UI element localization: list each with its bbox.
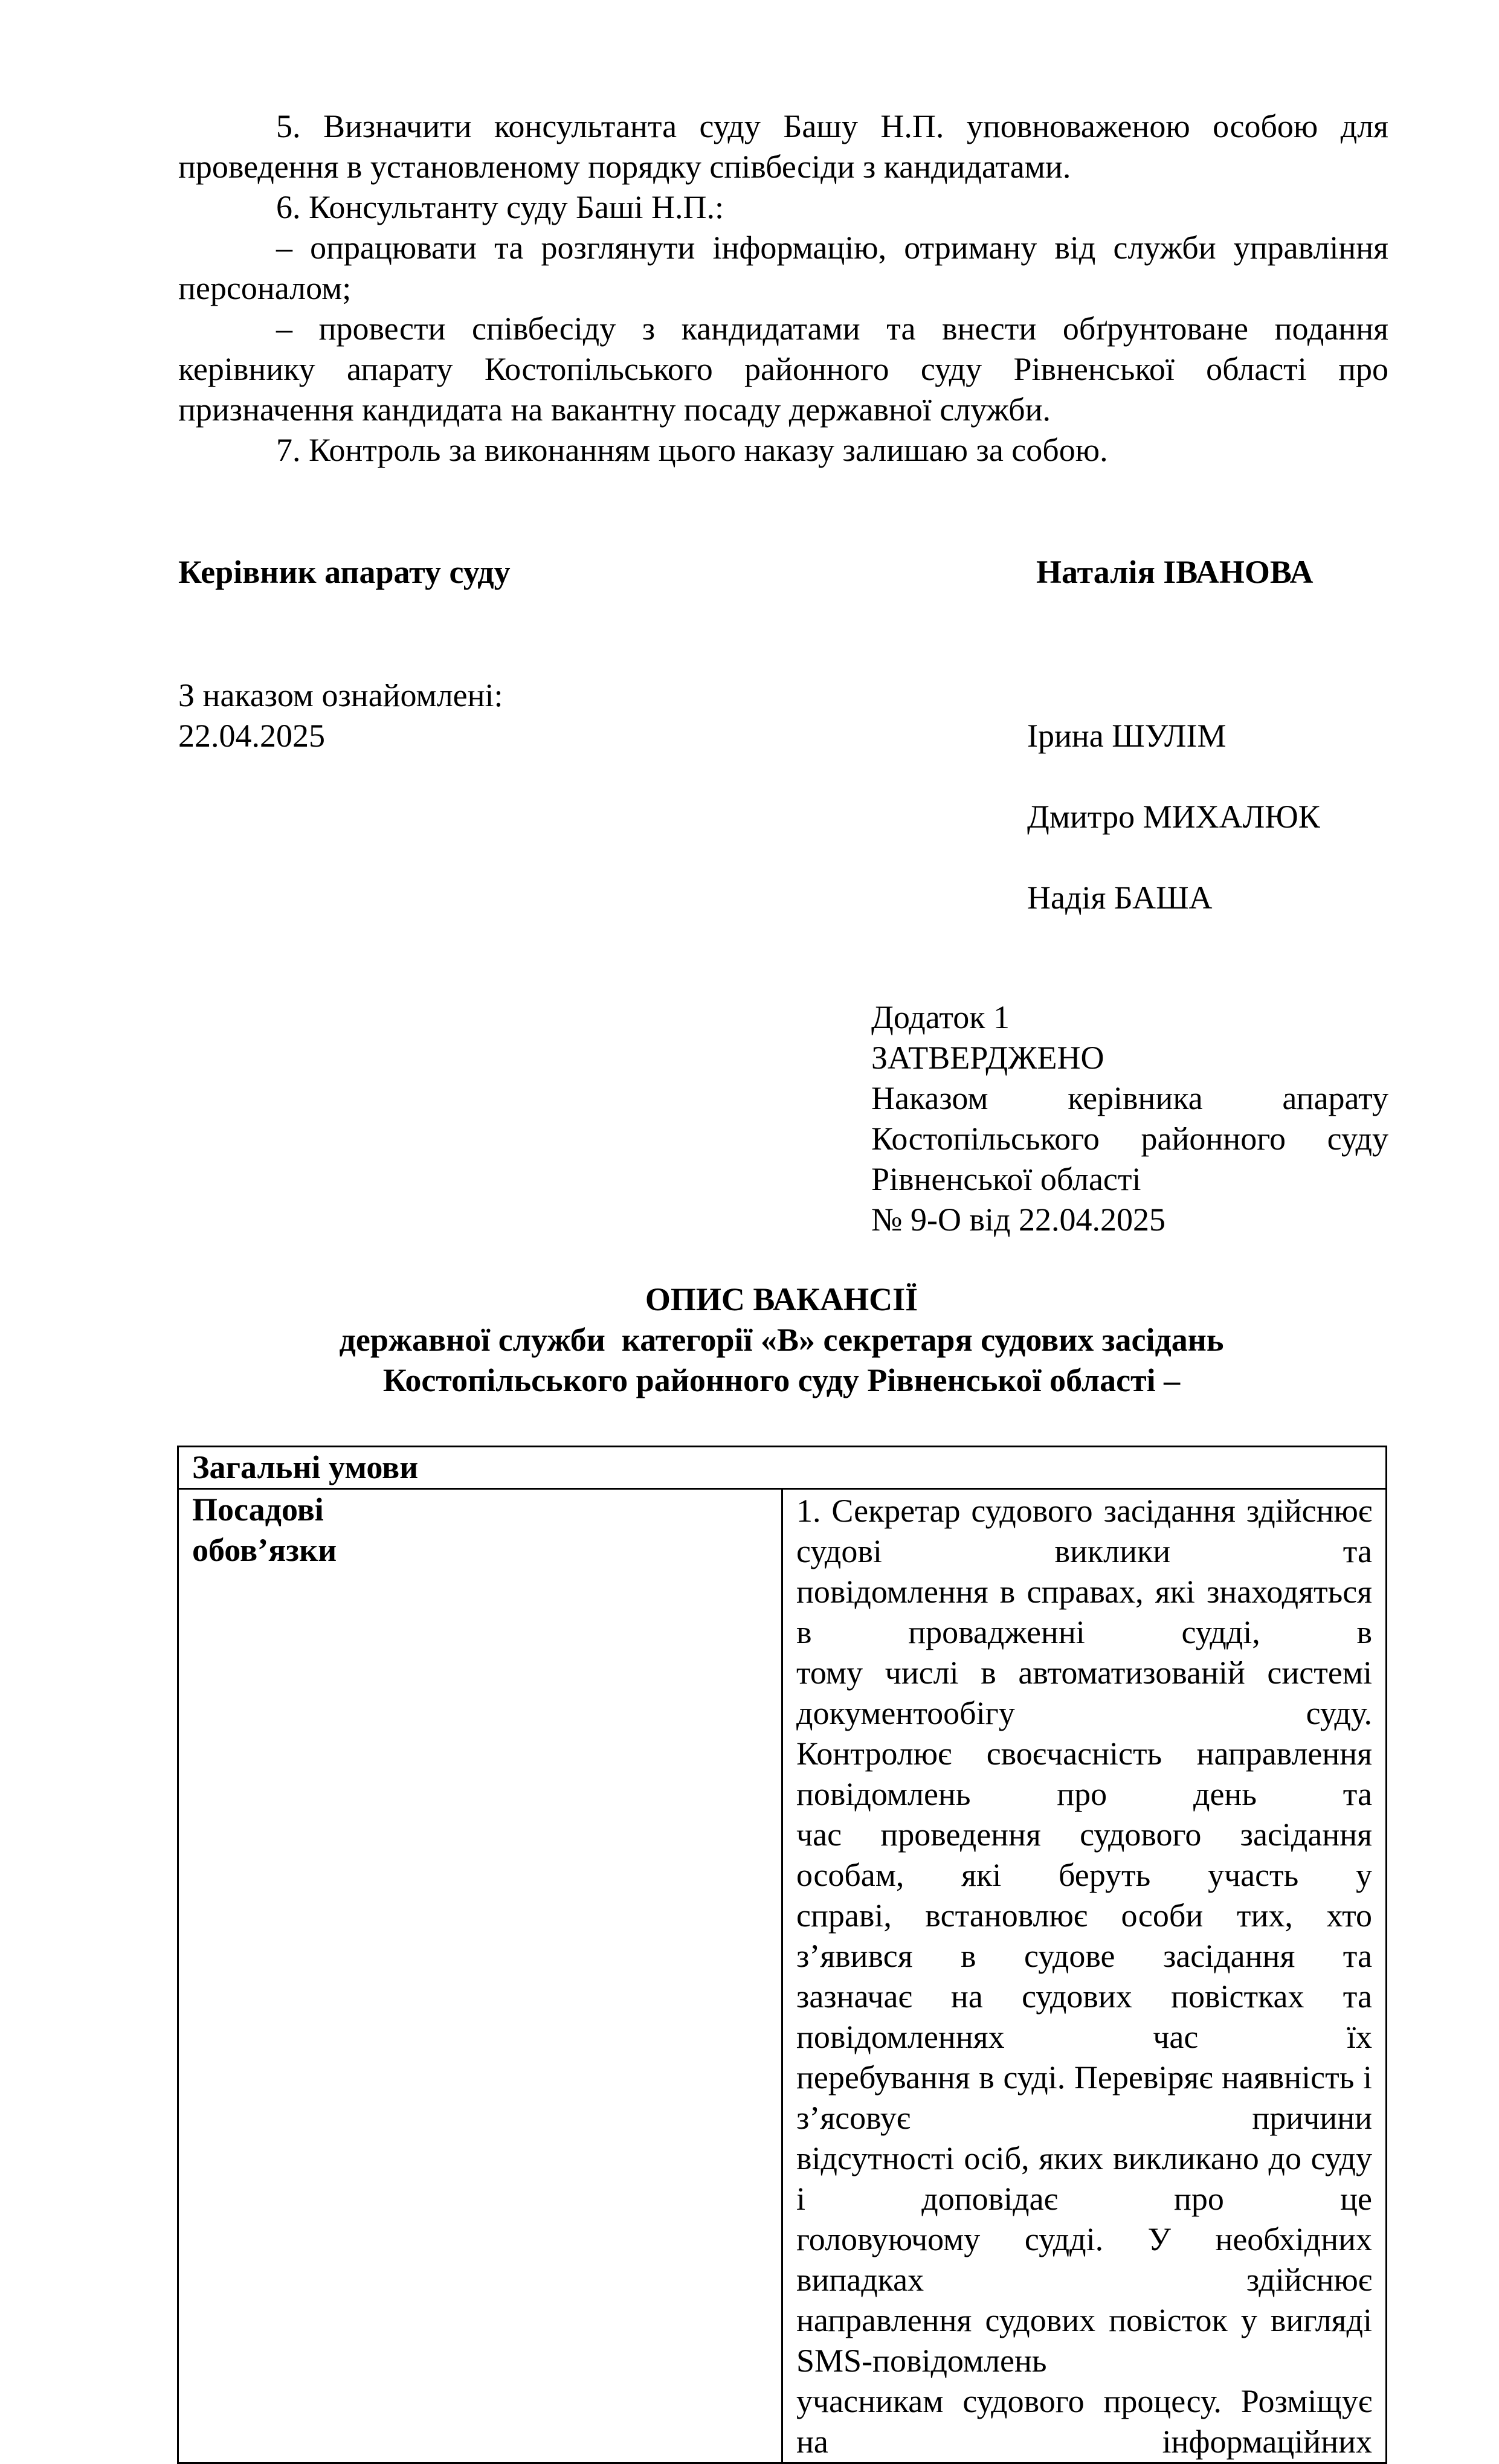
row-label-line: обов’язки — [192, 1532, 337, 1568]
acknowledged-person: Дмитро МИХАЛЮК — [1027, 799, 1320, 835]
approval-line: Рівненської області — [871, 1161, 1141, 1197]
paragraph-6: 6. Консультанту суду Баші Н.П.: — [276, 189, 724, 225]
table-row — [178, 1447, 1387, 1489]
duties-line: Контролює своєчасність направлення повідомлень про день та — [796, 1735, 1372, 1812]
approval-line: Наказом керівника апарату — [871, 1080, 1388, 1116]
duties-line: повідомлення в справах, які знаходяться в провадженні судді, в — [796, 1574, 1372, 1650]
duties-line: тому числі в автоматизованій системі документообігу суду. — [796, 1655, 1372, 1731]
approval-line: Костопільського районного суду — [871, 1121, 1388, 1157]
row-label-line: Посадові — [192, 1491, 324, 1528]
paragraph-task-2-line-2: керівнику апарату Костопільського районного суду Рівненської області про — [178, 351, 1388, 387]
duties-line: учасникам судового процесу. Розміщує на інформаційних — [796, 2383, 1372, 2460]
row-label — [178, 1489, 782, 2463]
duties-content — [782, 1489, 1387, 2463]
duties-line: 1. Секретар судового засідання здійснює судові виклики та — [796, 1493, 1372, 1569]
approval-block — [871, 997, 1388, 1240]
duties-line: головуючому судді. У необхідних випадках здійснює — [796, 2221, 1372, 2298]
paragraph-5-line-1: 5. Визначити консультанта суду Башу Н.П. уповноваженою особою для — [276, 108, 1388, 144]
vacancy-conditions-table — [177, 1446, 1387, 2464]
paragraph-7: 7. Контроль за виконанням цього наказу залишаю за собою. — [276, 432, 1108, 468]
paragraph-task-2-line-1: – провести співбесіду з кандидатами та внести обґрунтоване подання — [276, 310, 1388, 347]
order-body — [178, 106, 1388, 471]
table-row — [178, 1489, 1387, 2463]
vacancy-title: ОПИС ВАКАНСІЇ — [645, 1281, 918, 1317]
signatory-name: Наталія ІВАНОВА — [1036, 554, 1314, 590]
paragraph-5-line-2: проведення в установленому порядку співбесіди з кандидатами. — [178, 149, 1071, 185]
acknowledged-person: Ірина ШУЛІМ — [1027, 718, 1227, 754]
paragraph-task-2-line-3: призначення кандидата на вакантну посаду державної служби. — [178, 391, 1051, 428]
signatory-title: Керівник апарату суду — [178, 554, 511, 590]
acknowledgement-date: 22.04.2025 — [178, 718, 325, 754]
vacancy-heading — [178, 1279, 1385, 1401]
duties-line: направлення судових повісток у вигляді SMS-повідомлень — [796, 2302, 1372, 2379]
duties-line: справі, встановлює особи тих, хто з’явився в судове засідання та — [796, 1897, 1372, 1974]
approval-order-number: № 9-О від 22.04.2025 — [871, 1201, 1165, 1238]
acknowledged-person: Надія БАША — [1027, 880, 1213, 916]
duties-line: відсутності осіб, яких викликано до суду і доповідає про це — [796, 2140, 1372, 2217]
acknowledgement-label: З наказом ознайомлені: — [178, 677, 503, 713]
duties-line: перебування в суді. Перевіряє наявність і з’ясовує причини — [796, 2059, 1372, 2136]
annex-number: Додаток 1 — [871, 999, 1010, 1035]
paragraph-task-1-line-1: – опрацювати та розглянути інформацію, отриману від служби управління — [276, 230, 1388, 266]
duties-line: зазначає на судових повістках та повідомленнях час їх — [796, 1978, 1372, 2055]
duties-line: час проведення судового засідання особам, які беруть участь у — [796, 1816, 1372, 1893]
vacancy-subtitle: Костопільського районного суду Рівненської області – — [382, 1362, 1181, 1398]
paragraph-task-1-line-2: персоналом; — [178, 270, 352, 306]
vacancy-subtitle: державної служби категорії «В» секретаря судових засідань — [339, 1322, 1224, 1358]
section-header: Загальні умови — [178, 1447, 1387, 1489]
approved-label: ЗАТВЕРДЖЕНО — [871, 1040, 1104, 1076]
